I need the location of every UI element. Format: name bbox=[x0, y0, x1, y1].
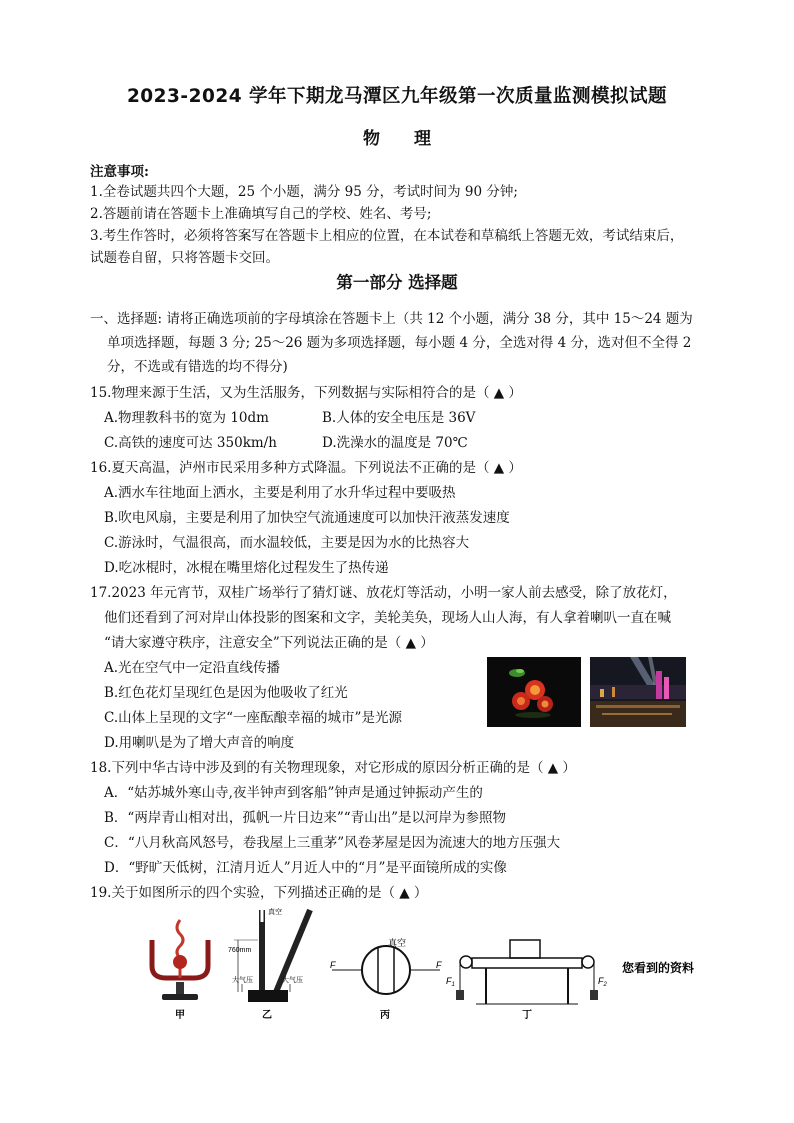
option: C.高铁的速度可达 350km/h bbox=[104, 435, 277, 451]
note-item: 2.答题前请在答题卡上准确填写自己的学校、姓名、考号; bbox=[90, 206, 432, 222]
figure-yi bbox=[228, 907, 310, 1021]
option: A.洒水车往地面上洒水，主要是利用了水升华过程中要吸热 bbox=[104, 485, 456, 501]
figure-ding bbox=[446, 940, 608, 1021]
exam-title: 2023-2024 学年下期龙马潭区九年级第一次质量监测模拟试题 bbox=[126, 86, 668, 107]
option: D.吃冰棍时，冰棍在嘴里熔化过程发生了热传递 bbox=[104, 560, 389, 576]
option: C.山体上呈现的文字“一座酝酿幸福的城市”是光源 bbox=[104, 710, 402, 726]
f1-label: $F_1$ bbox=[446, 976, 455, 988]
label-bing: 丙 bbox=[380, 1010, 390, 1021]
question-stem: 16.夏天高温，泸州市民采用多种方式降温。下列说法不正确的是（ ▲ ） bbox=[90, 460, 522, 476]
instructions-line: 一、选择题: 请将正确选项前的字母填涂在答题卡上（共 12 个小题，满分 38 分，其中 15～24 题为 bbox=[90, 311, 693, 327]
force-right-label: F bbox=[436, 960, 442, 970]
subject-title: 物 理 bbox=[363, 129, 431, 149]
lantern-photo bbox=[487, 657, 581, 727]
atm-right-label: 大气压 bbox=[282, 977, 303, 984]
label-jia: 甲 bbox=[175, 1010, 185, 1021]
option: D．“野旷天低树，江清月近人”月近人中的“月”是平面镜所成的实像 bbox=[104, 860, 507, 876]
vacuum-sphere-label: 真空 bbox=[388, 938, 407, 948]
option: C．“八月秋高风怒号，卷我屋上三重茅”风卷茅屋是因为流速大的地方压强大 bbox=[104, 835, 561, 851]
question-stem: 15.物理来源于生活，又为生活服务，下列数据与实际相符合的是（ ▲ ） bbox=[90, 385, 522, 401]
option: B.吹电风扇，主要是利用了加快空气流通速度可以加快汗液蒸发速度 bbox=[104, 510, 510, 526]
atm-left-label: 大气压 bbox=[232, 977, 253, 984]
question-stem: “请大家遵守秩序，注意安全”下列说法正确的是（ ▲ ） bbox=[104, 635, 434, 651]
vacuum-top-label: 真空 bbox=[268, 909, 282, 916]
note-item: 3.考生作答时，必须将答案写在答题卡上相应的位置，在本试卷和草稿纸上答题无效，考试结束后， bbox=[90, 228, 684, 244]
figure-jia bbox=[152, 920, 208, 1021]
experiments-figure bbox=[140, 900, 700, 1030]
option: B.红色花灯呈现红色是因为他吸收了红光 bbox=[104, 685, 348, 701]
note-item: 1.全卷试题共四个大题，25 个小题，满分 95 分，考试时间为 90 分钟; bbox=[90, 184, 518, 200]
option: C.游泳时，气温很高，而水温较低，主要是因为水的比热容大 bbox=[104, 535, 470, 551]
option: A.物理教科书的宽为 10dm bbox=[104, 410, 269, 426]
label-ding: 丁 bbox=[522, 1010, 532, 1021]
f2-label: $F_2$ bbox=[598, 976, 607, 988]
question-stem: 18.下列中华古诗中涉及到的有关物理现象，对它形成的原因分析正确的是（ ▲ ） bbox=[90, 760, 576, 776]
option: A.光在空气中一定沿直线传播 bbox=[104, 660, 281, 676]
option: D.洗澡水的温度是 70℃ bbox=[322, 435, 468, 451]
height-760-label: 760mm bbox=[228, 947, 252, 954]
note-item: 试题卷自留，只将答题卡交回。 bbox=[90, 250, 279, 266]
section-title: 第一部分 选择题 bbox=[336, 273, 458, 292]
option: D.用喇叭是为了增大声音的响度 bbox=[104, 735, 295, 751]
figure-bing bbox=[330, 937, 442, 1021]
question-stem: 19.关于如图所示的四个实验，下列描述正确的是（ ▲ ） bbox=[90, 885, 428, 901]
force-left-label: F bbox=[330, 960, 336, 970]
notes-heading: 注意事项: bbox=[90, 164, 149, 180]
instructions-line: 单项选择题，每题 3 分; 25～26 题为多项选择题，每小题 4 分，全选对得 4 分，选对但不全得 2 bbox=[107, 335, 692, 351]
side-note: 您看到的资料 bbox=[622, 961, 695, 975]
question-stem: 17.2023 年元宵节，双桂广场举行了猜灯谜、放花灯等活动，小明一家人前去感受，除了放花灯， bbox=[90, 585, 677, 601]
option: A．“姑苏城外寒山寺,夜半钟声到客船”钟声是通过钟振动产生的 bbox=[104, 785, 483, 801]
projection-photo bbox=[590, 657, 686, 727]
instructions-line: 分，不选或有错选的均不得分) bbox=[107, 359, 288, 375]
label-yi: 乙 bbox=[262, 1010, 272, 1021]
option: B．“两岸青山相对出，孤帆一片日边来”“青山出”是以河岸为参照物 bbox=[104, 810, 507, 826]
option: B.人体的安全电压是 36V bbox=[322, 410, 476, 426]
question-stem: 他们还看到了河对岸山体投影的图案和文字，美轮美奂，现场人山人海，有人拿着喇叭一直在喊 bbox=[104, 610, 671, 626]
